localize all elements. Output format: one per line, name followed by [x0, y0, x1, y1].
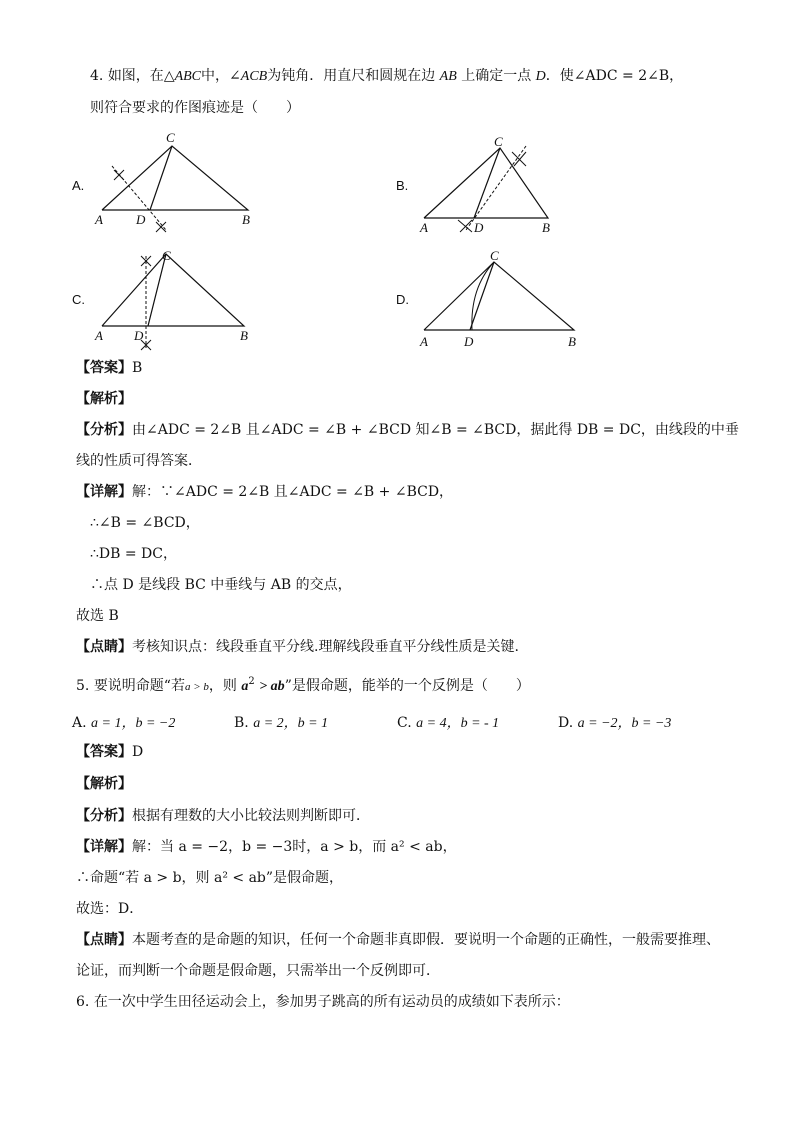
q4-detail-line1	[76, 482, 453, 502]
q4-option-d-label: D.	[396, 292, 409, 307]
q5-choice-b	[234, 712, 328, 732]
q6-stem-text: 在一次中学生田径运动会上，参加男子跳高的所有运动员的成绩如下表所示：	[93, 994, 570, 1010]
q5-choice-d	[558, 712, 671, 732]
q5-detail-1: 解：当 a = −2，b = −3时，a > b，而 a² < ab，	[132, 839, 457, 855]
q4-stem-part: 上确定一点	[461, 68, 532, 84]
q4-detail-line3: ∴DB = DC，	[90, 546, 177, 562]
q4-b-point-b: B	[542, 220, 550, 235]
q4-c-point-d: D	[134, 328, 144, 343]
q4-detail-line5: 故选 B	[76, 608, 119, 624]
q4-triangle: △ABC	[163, 69, 202, 84]
q5-dianjing-line2: 论证，而判断一个命题是假命题，只需举出一个反例即可．	[76, 963, 440, 979]
q4-option-c-label: C.	[72, 292, 85, 307]
q4-detail-line4: ∴点 D 是线段 BC 中垂线与 AB 的交点，	[90, 577, 352, 593]
q5-fenxi: 根据有理数的大小比较法则判断即可．	[132, 808, 370, 824]
q4-c-point-c: C	[162, 248, 171, 263]
q4-fenxi-line2: 线的性质可得答案．	[76, 453, 202, 469]
q5-choice-a	[72, 712, 175, 732]
q4-b-point-c: C	[494, 134, 503, 149]
q4-fenxi-line1	[76, 420, 739, 440]
q4-figure-a	[90, 128, 270, 240]
q4-c-point-b: B	[240, 328, 248, 343]
q5-choice-a-text: a = 1，b = −2	[91, 716, 176, 731]
q5-detail-line3: 故选：D．	[76, 901, 144, 917]
q5-choice-c	[397, 712, 499, 732]
q5-dianjing-1: 本题考查的是命题的知识，任何一个命题非真即假．要说明一个命题的正确性，一般需要推理、	[132, 932, 720, 948]
q6-number: 6.	[76, 994, 90, 1010]
q4-figure-d	[412, 248, 582, 352]
q5-compare: > ab	[259, 679, 285, 694]
q5-choice-c-label: C.	[397, 715, 412, 731]
q6-stem	[76, 992, 570, 1012]
q5-stem-part: 要说明命题“若	[93, 678, 185, 694]
q5-choice-d-label: D.	[558, 715, 574, 731]
q4-option-b-label: B.	[396, 178, 409, 193]
q4-a-point-d: D	[136, 212, 146, 227]
q4-d-point-c: C	[490, 248, 499, 263]
q4-c-point-a: A	[95, 328, 103, 343]
q4-analysis-tag: 【解析】	[76, 391, 132, 407]
q5-answer-tag: 【答案】	[76, 744, 132, 760]
q4-stem-part: 中，	[201, 68, 230, 84]
q5-choice-b-text: a = 2，b = 1	[253, 716, 329, 731]
q5-stem-part: ，则	[208, 678, 237, 694]
q4-a-point-c: C	[166, 130, 175, 145]
q4-d-point-a: A	[420, 334, 428, 349]
q4-option-a-label: A.	[72, 178, 85, 193]
q5-choice-b-label: B.	[234, 715, 249, 731]
q4-point: D	[535, 69, 546, 84]
q4-b-point-d: D	[474, 220, 484, 235]
q4-angle: ∠ACB	[229, 69, 268, 84]
q4-figure-c	[90, 244, 260, 356]
q5-analysis-tag: 【解析】	[76, 776, 132, 792]
q4-d-point-b: B	[568, 334, 576, 349]
q5-fenxi-line	[76, 806, 370, 826]
q5-choice-c-text: a = 4，b = - 1	[416, 716, 500, 731]
q4-stem-line2: 则符合要求的作图痕迹是（ ）	[90, 100, 300, 116]
q4-answer-line	[76, 358, 142, 378]
q4-a-point-a: A	[95, 212, 103, 227]
q5-choice-d-text: a = −2，b = −3	[577, 716, 672, 731]
q4-stem-line1	[90, 66, 683, 87]
q4-dianjing-line	[76, 637, 519, 657]
q4-answer-tag: 【答案】	[76, 360, 132, 376]
q5-detail-line1	[76, 837, 457, 857]
q5-detail-tag: 【详解】	[76, 839, 132, 855]
q4-stem-part: 为钝角．用直尺和圆规在边	[267, 68, 436, 84]
q4-fenxi-tag: 【分析】	[76, 422, 132, 438]
q5-answer-line	[76, 742, 143, 762]
q4-fenxi-1: 由∠ADC = 2∠B 且∠ADC = ∠B + ∠BCD 知∠B = ∠BCD，据此得 DB = DC，由线段的中垂	[132, 422, 739, 438]
q5-condition: a > b	[184, 681, 209, 693]
q5-stem	[76, 676, 530, 698]
q5-dianjing-tag: 【点睛】	[76, 932, 132, 948]
q5-dianjing-line1	[76, 930, 720, 950]
q4-d-point-d: D	[464, 334, 474, 349]
q5-fenxi-tag: 【分析】	[76, 808, 132, 824]
q5-a-var: a	[241, 679, 249, 694]
q4-detail-line2: ∴∠B = ∠BCD，	[90, 515, 200, 531]
q4-a-point-b: B	[242, 212, 250, 227]
q4-segment: AB	[439, 69, 457, 84]
q4-number: 4.	[90, 68, 104, 84]
q5-square: 2	[248, 676, 255, 687]
q4-b-point-a: A	[420, 220, 428, 235]
q4-dianjing: 考核知识点：线段垂直平分线.理解线段垂直平分线性质是关键.	[132, 639, 519, 655]
q4-detail-tag: 【详解】	[76, 484, 132, 500]
q5-choice-a-label: A.	[72, 715, 87, 731]
q4-figure-b	[412, 130, 562, 240]
q5-answer: D	[132, 744, 144, 760]
q4-dianjing-tag: 【点睛】	[76, 639, 132, 655]
q4-answer: B	[132, 360, 143, 376]
q5-detail-line2: ∴命题“若 a > b，则 a² < ab”是假命题，	[76, 870, 344, 886]
q4-stem-part: 如图，在	[107, 68, 164, 84]
q5-number: 5.	[76, 678, 90, 694]
q4-stem-part: ．使∠ADC = 2∠B，	[545, 68, 684, 84]
q5-stem-part: ”是假命题，能举的一个反例是（ ）	[284, 678, 530, 694]
q4-detail-1: 解：∵∠ADC = 2∠B 且∠ADC = ∠B + ∠BCD，	[132, 484, 454, 500]
